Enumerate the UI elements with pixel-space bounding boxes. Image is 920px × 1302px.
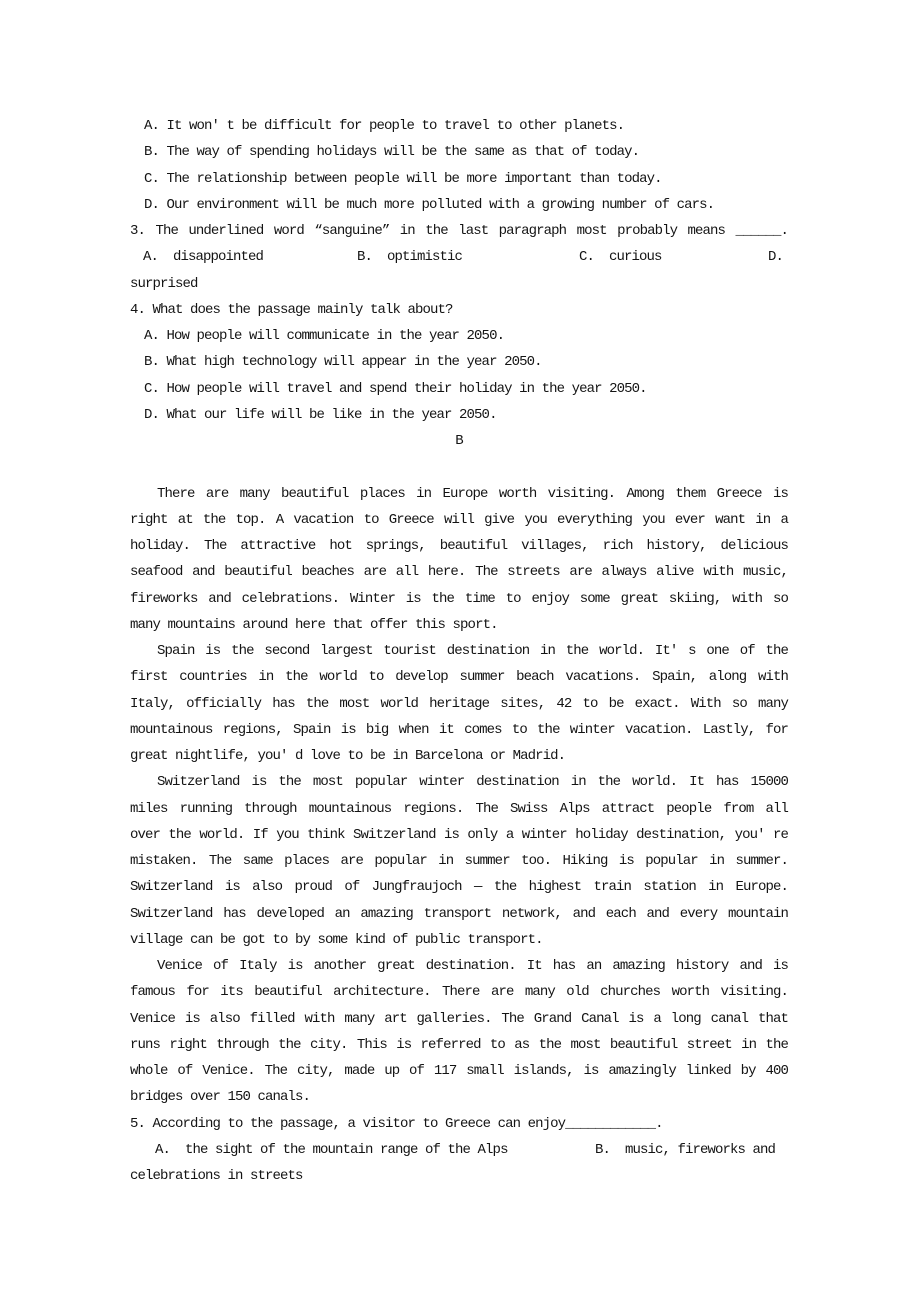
- document-content: [130, 113, 788, 1189]
- question-line: 5. According to the passage, a visitor to Greece can enjoy____________.: [130, 1115, 663, 1132]
- passage-line: Switzerland is also proud of Jungfraujoch — the highest train station in Europe.: [130, 879, 788, 896]
- blank-line: [130, 454, 788, 480]
- passage-line: Spain is the second largest tourist destination in the world. It' s one of the: [157, 643, 788, 659]
- options-row: [130, 244, 788, 270]
- passage-line: mistaken. The same places are popular in summer too. Hiking is popular in summer.: [130, 853, 788, 869]
- passage-line: famous for its beautiful architecture. There are many old churches worth visiting.: [130, 984, 788, 1001]
- passage-line: village can be got to by some kind of public transport.: [130, 931, 543, 948]
- option-item: A. the sight of the mountain range of the Alps: [155, 1141, 508, 1158]
- question-line: celebrations in streets: [130, 1168, 303, 1184]
- passage-line: first countries in the world to develop summer beach vacations. Spain, along with: [130, 669, 788, 686]
- option-line: D. What our life will be like in the year 2050.: [144, 406, 497, 423]
- passage-line: There are many beautiful places in Europe worth visiting. Among them Greece is: [157, 485, 788, 502]
- passage-line: Switzerland has developed an amazing transport network, and each and every mountain: [130, 905, 788, 922]
- passage-line: Switzerland is the most popular winter destination in the world. It has 15000: [157, 774, 788, 791]
- passage-line: Venice of Italy is another great destination. It has an amazing history and is: [157, 958, 788, 974]
- option-line: C. The relationship between people will be more important than today.: [144, 170, 662, 187]
- passage-line: Italy, officially has the most world heritage sites, 42 to be exact. With so many: [130, 695, 788, 712]
- passage-line: great nightlife, you' d love to be in Barcelona or Madrid.: [130, 748, 566, 764]
- passage-line: holiday. The attractive hot springs, beautiful villages, rich history, delicious: [130, 538, 788, 554]
- passage-line: over the world. If you think Switzerland is only a winter holiday destination, you' re: [130, 826, 788, 843]
- passage-line: bridges over 150 canals.: [130, 1089, 311, 1106]
- option-line: A. How people will communicate in the year 2050.: [144, 328, 505, 344]
- option-item: D.: [768, 249, 784, 266]
- option-item: B. music, fireworks and: [595, 1141, 776, 1158]
- options-row: [130, 1137, 788, 1163]
- option-item: C. curious: [579, 249, 662, 266]
- passage-line: right at the top. A vacation to Greece will give you everything you ever want in a: [130, 511, 788, 528]
- option-line: D. Our environment will be much more polluted with a growing number of cars.: [144, 196, 715, 213]
- passage-line: fireworks and celebrations. Winter is the time to enjoy some great skiing, with so: [130, 590, 788, 607]
- passage-line: miles running through mountainous regions. The Swiss Alps attract people from all: [130, 800, 788, 817]
- option-item: B. optimistic: [357, 249, 463, 266]
- passage-line: runs right through the city. This is referred to as the most beautiful street in the: [130, 1036, 788, 1053]
- option-line: C. How people will travel and spend their holiday in the year 2050.: [144, 380, 647, 397]
- question-line: 4. What does the passage mainly talk about?: [130, 301, 453, 318]
- passage-line: mountainous regions, Spain is big when it comes to the winter vacation. Lastly, for: [130, 721, 788, 738]
- question-line: surprised: [130, 275, 198, 292]
- passage-line: many mountains around here that offer this sport.: [130, 616, 498, 633]
- question-line: 3. The underlined word “sanguine” in the last paragraph most probably means ______.: [130, 223, 788, 239]
- passage-line: seafood and beautiful beaches are all here. The streets are always alive with music,: [130, 564, 788, 581]
- section-heading: B: [455, 433, 463, 449]
- option-item: A. disappointed: [143, 249, 264, 266]
- option-line: B. What high technology will appear in the year 2050.: [144, 354, 542, 371]
- option-line: B. The way of spending holidays will be the same as that of today.: [144, 144, 640, 161]
- passage-line: whole of Venice. The city, made up of 117 small islands, is amazingly linked by 400: [130, 1063, 788, 1079]
- option-line: A. It won' t be difficult for people to travel to other planets.: [144, 118, 625, 134]
- passage-line: Venice is also filled with many art galleries. The Grand Canal is a long canal that: [130, 1010, 788, 1027]
